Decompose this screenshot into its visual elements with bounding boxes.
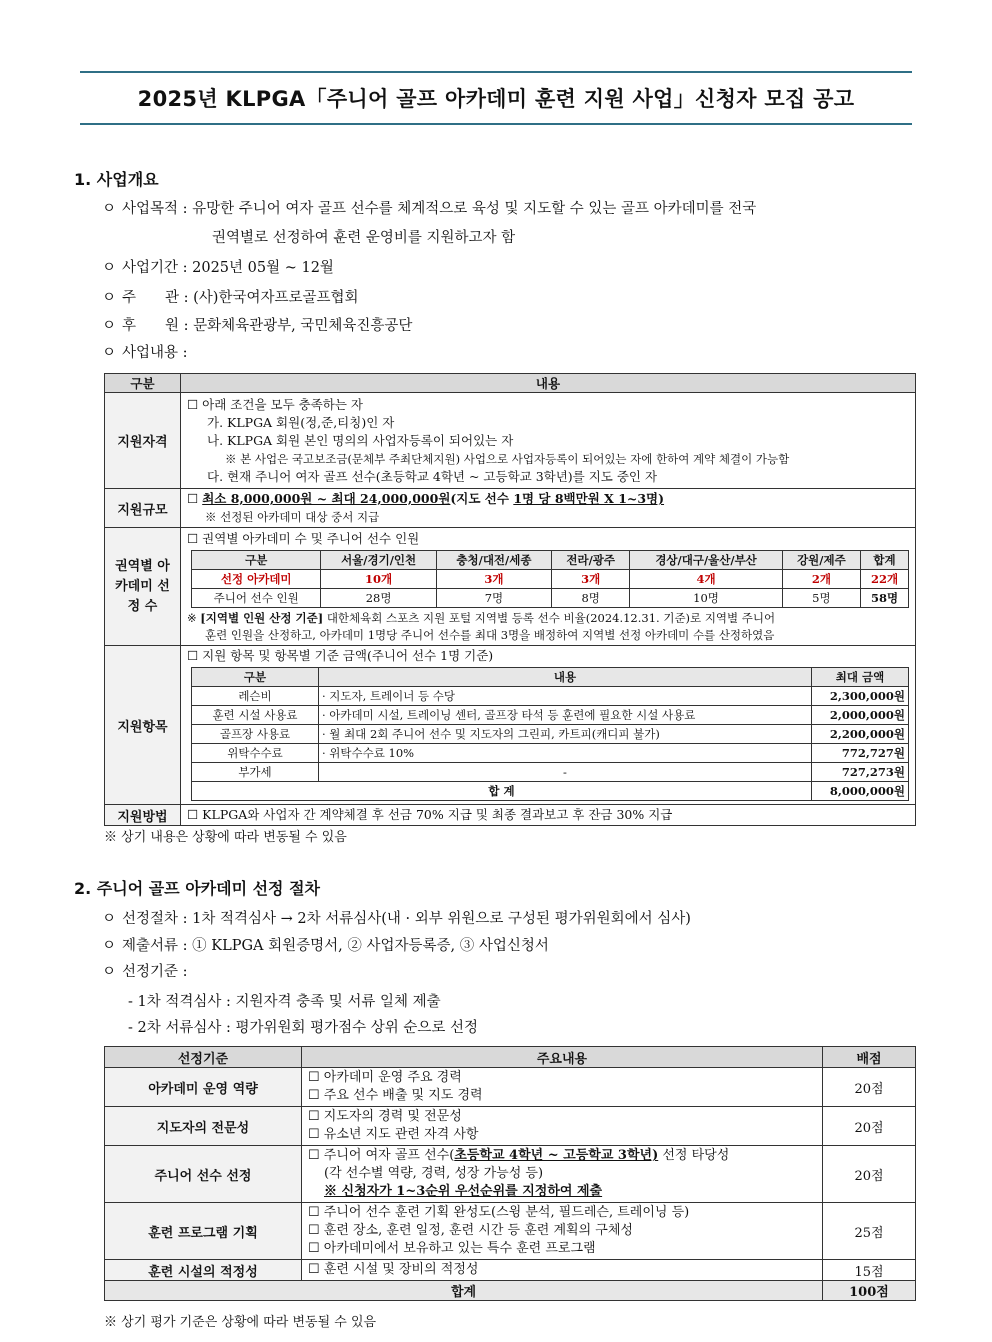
region-intro: ☐ 권역별 아카데미 수 및 주니어 선수 인원 — [187, 530, 420, 546]
criteria-3-line-1c: 선정 타당성 — [658, 1148, 730, 1163]
items-header-amount: 최대 금액 — [812, 668, 909, 687]
region-note-rest: 대한체육회 스포츠 지원 포털 지역별 등록 선수 비율(2024.12.31. 기준)로 지역별 주니어 — [323, 610, 776, 625]
criteria-label-2: 지도자의 전문성 — [105, 1107, 302, 1146]
items-content — [181, 646, 916, 805]
items-header-content: 내용 — [319, 668, 812, 687]
items-cell-2: 727,273원 — [812, 763, 909, 782]
items-cell-1: · 월 최대 2회 주니어 선수 및 지도자의 그린피, 카트피(캐디피 불가) — [319, 725, 812, 744]
method-text: ☐ KLPGA와 사업자 간 계약체결 후 선금 70% 지급 및 최종 결과보고 후 잔금 30% 지급 — [181, 805, 916, 826]
region-note — [187, 610, 909, 627]
criteria-3-line-1 — [308, 1147, 816, 1165]
region-player-cell-6: 58명 — [861, 588, 909, 607]
region-academy-cell-6: 22개 — [861, 569, 909, 588]
region-player-cell-3: 8명 — [552, 588, 630, 607]
scale-row — [105, 489, 916, 528]
items-cell-0: 훈련 시설 사용료 — [192, 706, 319, 725]
qual-line-3: 나. KLPGA 회원 본인 명의의 사업자등록이 되어있는 자 — [207, 432, 514, 448]
items-row — [192, 744, 909, 763]
criteria-content-2 — [302, 1107, 823, 1146]
title-box — [80, 71, 912, 125]
criteria-row-2 — [105, 1107, 916, 1146]
criteria-4-line-2: ☐ 훈련 장소, 훈련 일정, 훈련 시간 등 훈련 계획의 구체성 — [308, 1223, 633, 1238]
criteria-header-row — [105, 1047, 916, 1068]
criteria-2-line-1: ☐ 지도자의 경력 및 전문성 — [308, 1109, 462, 1124]
qual-line-1: ☐ 아래 조건을 모두 충족하는 자 — [187, 396, 363, 412]
qualification-label: 지원자격 — [105, 393, 181, 489]
note-2: ※ 상기 평가 기준은 상황에 따라 변동될 수 있음 — [104, 1315, 377, 1330]
bullet-icon: ㅇ — [102, 964, 117, 980]
scale-content — [181, 489, 916, 528]
criteria-points-3: 20점 — [823, 1146, 916, 1203]
items-row — [192, 706, 909, 725]
bullet-icon: ㅇ — [102, 201, 117, 217]
region-label-text: 권역별 아카데미 선정 수 — [115, 558, 170, 614]
header-category: 구분 — [105, 374, 181, 393]
criteria-header-2: 주요내용 — [302, 1047, 823, 1068]
purpose-text-1: 유망한 주니어 여자 골프 선수를 체계적으로 육성 및 지도할 수 있는 골프 아카데미를 전국 — [192, 201, 757, 217]
criteria-points-2: 20점 — [823, 1107, 916, 1146]
region-player-cell-0: 주니어 선수 인원 — [192, 588, 321, 607]
criteria-text: 선정기준 : — [122, 964, 188, 980]
criteria-content-5: ☐ 훈련 시설 및 장비의 적정성 — [302, 1260, 823, 1281]
sponsor-line — [102, 316, 412, 336]
items-total-value: 8,000,000원 — [812, 782, 909, 801]
items-total-row — [192, 782, 909, 801]
region-header-cell-0: 구분 — [192, 550, 321, 569]
items-cell-1: - — [319, 763, 812, 782]
items-row — [192, 763, 909, 782]
region-player-cell-4: 10명 — [630, 588, 782, 607]
qualification-content — [181, 393, 916, 489]
items-cell-1: · 지도자, 트레이너 등 수당 — [319, 687, 812, 706]
criteria-label-3: 주니어 선수 선정 — [105, 1146, 302, 1203]
note-mark: ※ — [187, 610, 201, 625]
criteria-1-line-1: ☐ 아카데미 운영 주요 경력 — [308, 1070, 462, 1085]
items-table — [191, 667, 909, 801]
qual-line-2: 가. KLPGA 회원(정,준,티칭)인 자 — [207, 414, 395, 430]
criteria-3-line-2: (각 선수별 역량, 경력, 성장 가능성 등) — [324, 1166, 544, 1181]
region-academy-cell-5: 2개 — [782, 569, 860, 588]
criteria-row-4 — [105, 1203, 916, 1260]
criteria-label-5: 훈련 시설의 적정성 — [105, 1260, 302, 1281]
note-1: ※ 상기 내용은 상황에 따라 변동될 수 있음 — [104, 830, 347, 845]
criteria-content-4 — [302, 1203, 823, 1260]
region-academy-cell-2: 3개 — [436, 569, 551, 588]
bullet-icon: ㅇ — [102, 260, 117, 276]
method-label: 지원방법 — [105, 805, 181, 826]
selection-criteria-table — [104, 1046, 916, 1301]
criteria-header-1: 선정기준 — [105, 1047, 302, 1068]
items-cell-2: 2,300,000원 — [812, 687, 909, 706]
items-cell-2: 2,000,000원 — [812, 706, 909, 725]
region-note-bold: [지역별 인원 산정 기준] — [200, 610, 324, 625]
purpose-line — [102, 199, 756, 219]
criteria-content-1 — [302, 1068, 823, 1107]
page-title: 2025년 KLPGA「주니어 골프 아카데미 훈련 지원 사업」신청자 모집 공고 — [137, 87, 855, 111]
criteria-2-line-2: ☐ 유소년 지도 관련 자격 사항 — [308, 1127, 479, 1142]
region-academy-cell-4: 4개 — [630, 569, 782, 588]
criteria-3-line-3: ※ 신청자가 1~3순위 우선순위를 지정하여 제출 — [324, 1184, 603, 1199]
procedure-text: 선정절차 : 1차 적격심사 → 2차 서류심사(내 · 외부 위원으로 구성된 평가위원회에서 심사) — [122, 911, 691, 927]
bullet-icon: ㅇ — [102, 290, 117, 306]
region-label — [105, 528, 181, 646]
criteria-points-5: 15점 — [823, 1260, 916, 1281]
criteria-row-1 — [105, 1068, 916, 1107]
criteria-points-4: 25점 — [823, 1203, 916, 1260]
host-text: 주 관 : (사)한국여자프로골프협회 — [122, 290, 359, 306]
region-header-cell-6: 합계 — [861, 550, 909, 569]
region-header-cell-5: 강원/제주 — [782, 550, 860, 569]
items-row — [192, 725, 909, 744]
criteria-total-row — [105, 1281, 916, 1301]
region-academy-cell-0: 선정 아카데미 — [192, 569, 321, 588]
period-text: 사업기간 : 2025년 05월 ~ 12월 — [122, 260, 334, 276]
scale-note: ※ 선정된 아카데미 대상 중서 지급 — [205, 510, 380, 524]
items-header-row — [192, 668, 909, 687]
region-content — [181, 528, 916, 646]
criteria-1-line-2: ☐ 주요 선수 배출 및 지도 경력 — [308, 1088, 483, 1103]
qual-line-5: 다. 현재 주니어 여자 골프 선수(초등학교 4학년 ~ 고등학교 3학년)를 지도 중인 자 — [207, 468, 658, 484]
checkbox-icon: ☐ — [187, 491, 203, 506]
region-player-row — [192, 588, 909, 607]
items-cell-1: · 아카데미 시설, 트레이닝 센터, 골프장 타석 등 훈련에 필요한 시설 사용료 — [319, 706, 812, 725]
criteria-step-2: - 2차 서류심사 : 평가위원회 평가점수 상위 순으로 선정 — [128, 1020, 479, 1036]
region-academy-cell-1: 10개 — [321, 569, 436, 588]
procedure-line — [102, 909, 691, 929]
purpose-label: 사업목적 : — [122, 201, 188, 217]
region-header-cell-2: 충청/대전/세종 — [436, 550, 551, 569]
criteria-row-3 — [105, 1146, 916, 1203]
criteria-label-1: 아카데미 운영 역량 — [105, 1068, 302, 1107]
items-cell-0: 레슨비 — [192, 687, 319, 706]
region-header-cell-1: 서울/경기/인천 — [321, 550, 436, 569]
items-cell-2: 2,200,000원 — [812, 725, 909, 744]
table-header-row — [105, 374, 916, 393]
scale-line-1 — [187, 490, 909, 508]
business-content-table — [104, 373, 916, 826]
criteria-4-line-3: ☐ 아카데미에서 보유하고 있는 특수 훈련 프로그램 — [308, 1241, 596, 1256]
section-2-heading: 2. 주니어 골프 아카데미 선정 절차 — [74, 879, 320, 898]
region-header-cell-3: 전라/광주 — [552, 550, 630, 569]
bullet-icon: ㅇ — [102, 938, 117, 954]
section-1-heading: 1. 사업개요 — [74, 170, 159, 189]
scale-mid: (지도 선수 — [450, 491, 514, 506]
region-player-cell-1: 28명 — [321, 588, 436, 607]
region-header-cell-4: 경상/대구/울산/부산 — [630, 550, 782, 569]
scale-per: 1명 당 8백만원 X 1~3명) — [513, 491, 665, 506]
header-content: 내용 — [181, 374, 916, 393]
purpose-text-2: 권역별로 선정하여 훈련 운영비를 지원하고자 함 — [212, 230, 516, 246]
criteria-total-label: 합계 — [105, 1281, 823, 1301]
items-label: 지원항목 — [105, 646, 181, 805]
host-line — [102, 288, 359, 308]
period-line — [102, 258, 334, 278]
items-cell-0: 부가세 — [192, 763, 319, 782]
criteria-step-1: - 1차 적격심사 : 지원자격 충족 및 서류 일체 제출 — [128, 994, 441, 1010]
criteria-label-4: 훈련 프로그램 기획 — [105, 1203, 302, 1260]
criteria-points-1: 20점 — [823, 1068, 916, 1107]
items-row — [192, 687, 909, 706]
items-row — [105, 646, 916, 805]
documents-text: 제출서류 : ① KLPGA 회원증명서, ② 사업자등록증, ③ 사업신청서 — [122, 938, 549, 954]
qual-line-4: ※ 본 사업은 국고보조금(문체부 주최단체지원) 사업으로 사업자등록이 되어있는 자에 한하여 계약 체결이 가능함 — [225, 451, 790, 466]
content-text: 사업내용 : — [122, 345, 188, 361]
items-intro: ☐ 지원 항목 및 항목별 기준 금액(주니어 선수 1명 기준) — [187, 648, 494, 663]
criteria-total-points: 100점 — [823, 1281, 916, 1301]
region-player-cell-2: 7명 — [436, 588, 551, 607]
region-header-row — [192, 550, 909, 569]
region-player-cell-5: 5명 — [782, 588, 860, 607]
documents-line — [102, 936, 549, 956]
scale-amount: 최소 8,000,000원 ~ 최대 24,000,000원 — [202, 491, 451, 506]
region-row — [105, 528, 916, 646]
criteria-content-3 — [302, 1146, 823, 1203]
region-academy-row — [192, 569, 909, 588]
criteria-3-line-1a: ☐ 주니어 여자 골프 선수( — [308, 1148, 455, 1163]
items-cell-1: · 위탁수수료 10% — [319, 744, 812, 763]
criteria-3-line-1b: 초등학교 4학년 ~ 고등학교 3학년) — [454, 1148, 659, 1163]
criteria-header-3: 배점 — [823, 1047, 916, 1068]
bullet-icon: ㅇ — [102, 345, 117, 361]
items-total-label: 합 계 — [192, 782, 812, 801]
sponsor-text: 후 원 : 문화체육관광부, 국민체육진흥공단 — [122, 318, 413, 334]
region-note-line2: 훈련 인원을 산정하고, 아카데미 1명당 주니어 선수를 최대 3명을 배정하여 지역별 선정 아카데미 수를 산정하였음 — [205, 627, 775, 642]
bullet-icon: ㅇ — [102, 318, 117, 334]
items-cell-0: 위탁수수료 — [192, 744, 319, 763]
criteria-4-line-1: ☐ 주니어 선수 훈련 기획 완성도(스윙 분석, 필드레슨, 트레이닝 등) — [308, 1205, 690, 1220]
content-line — [102, 343, 188, 363]
scale-label: 지원규모 — [105, 489, 181, 528]
qualification-row — [105, 393, 916, 489]
region-academy-cell-3: 3개 — [552, 569, 630, 588]
criteria-row-5 — [105, 1260, 916, 1281]
items-header-cat: 구분 — [192, 668, 319, 687]
region-table — [191, 550, 909, 608]
items-cell-0: 골프장 사용료 — [192, 725, 319, 744]
items-cell-2: 772,727원 — [812, 744, 909, 763]
criteria-line — [102, 962, 188, 982]
method-row — [105, 805, 916, 826]
bullet-icon: ㅇ — [102, 911, 117, 927]
